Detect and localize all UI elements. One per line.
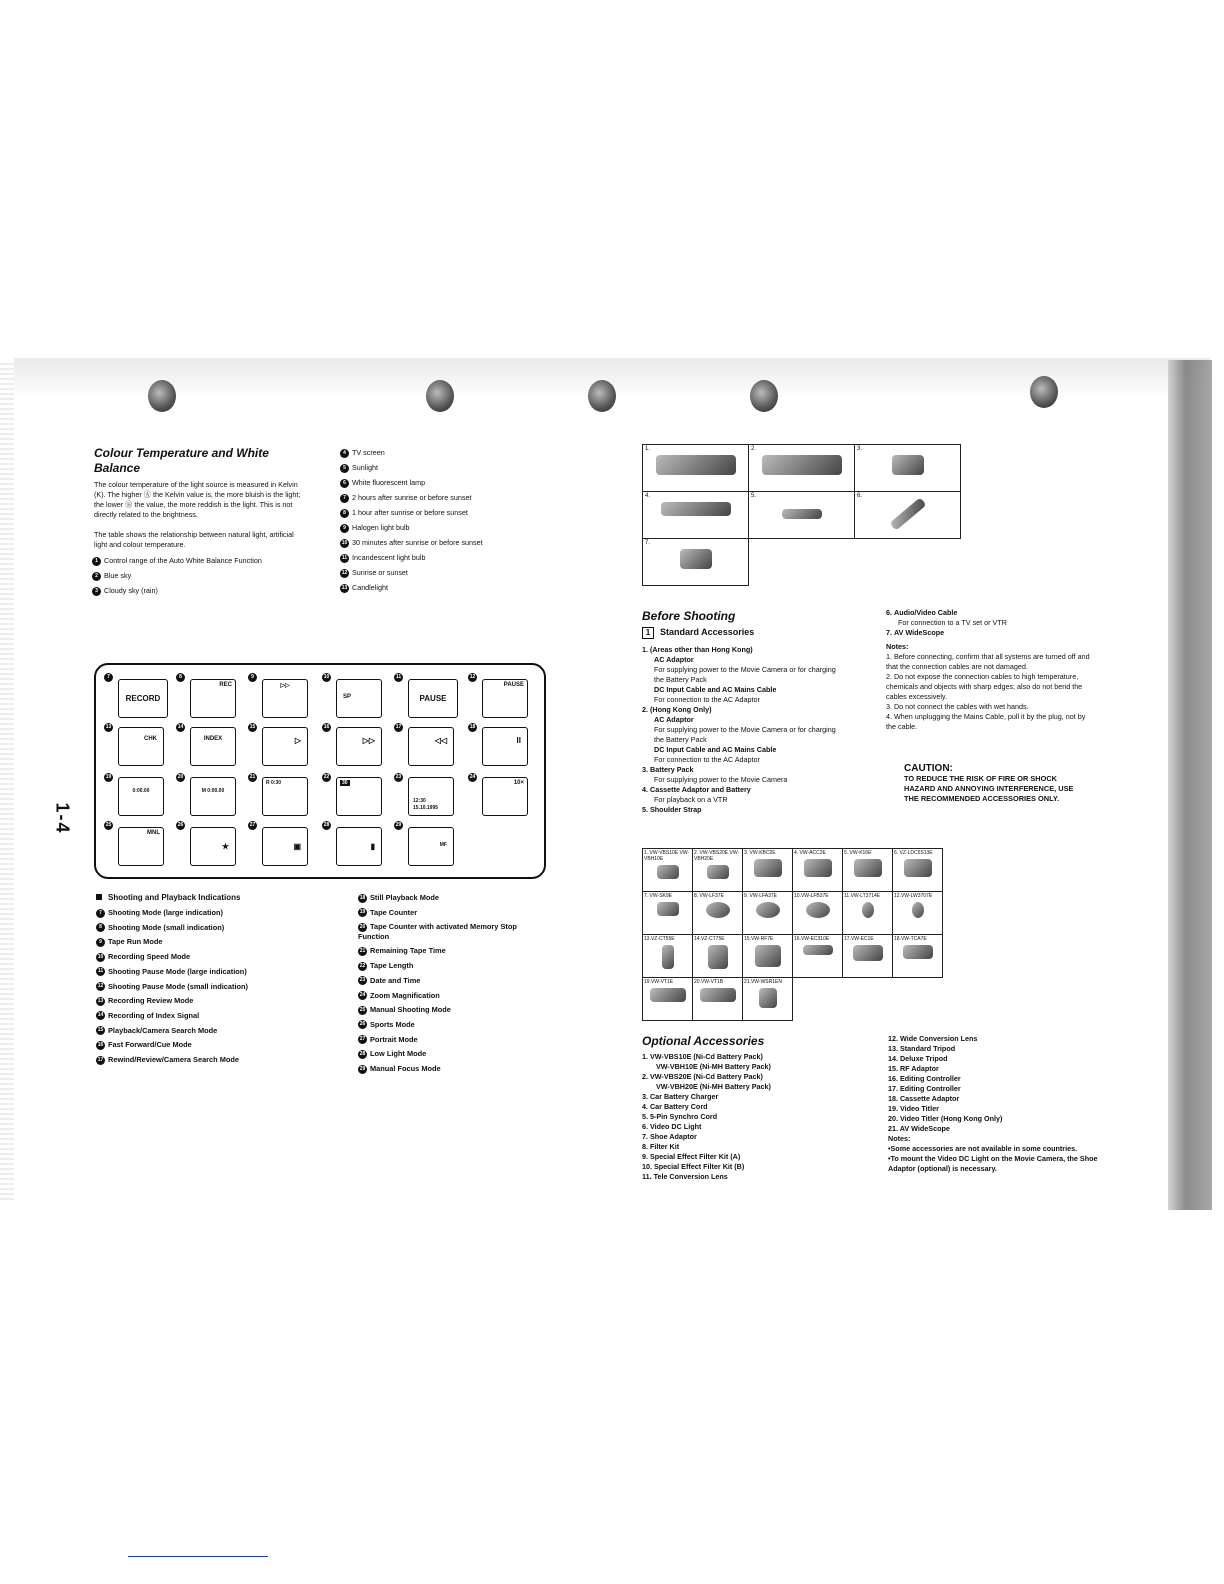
list-item: 16. Editing Controller	[888, 1074, 961, 1083]
standard-accessories-list-right: 6. Audio/Video Cable For connection to a TV set or VTR 7. AV WideScope Notes: 1. Before connecting, confirm that all systems are turned off and that the connection cables are not damaged. 2. Do not expose the connection cables to high temperature, chemicals and objects with sharp edges; also do not bend the cables excessively. 3. Do not connect the cables with wet hands. 4. When unplugging the Mains Cable, pull it by the plug, not by the cable.	[886, 608, 1096, 732]
list-item: 9. Special Effect Filter Kit (A)	[642, 1152, 741, 1161]
accessory-cell: 21.VW-WSR1EN	[743, 978, 793, 1021]
colour-temp-body2: The table shows the relationship between natural light, artificial light and colour temperature.	[94, 530, 294, 549]
list-item: 23 Date and Time	[359, 975, 421, 985]
list-item: 21 Remaining Tape Time	[359, 946, 446, 956]
list-item: 29 Manual Focus Mode	[359, 1064, 441, 1074]
list-item: 24 Zoom Magnification	[359, 990, 440, 1000]
accessory-cell: 4.	[643, 492, 749, 539]
accessory-cell: 2.	[749, 445, 855, 492]
note-item: 4. When unplugging the Mains Cable, pull it by the plug, not by the cable.	[886, 712, 1086, 731]
binder-hole	[1030, 376, 1058, 408]
accessory-cell: 16.VW-EC310E	[793, 935, 843, 978]
list-item: 12 Shooting Pause Mode (small indication)	[97, 981, 249, 991]
before-shooting-title: Before Shooting	[642, 609, 736, 623]
list-item: 4. Car Battery Cord	[642, 1102, 708, 1111]
list-item: 13. Standard Tripod	[888, 1044, 956, 1053]
callout-number: 27	[249, 822, 256, 828]
list-item: 2. (Hong Kong Only)	[642, 705, 712, 714]
list-item: 9 Tape Run Mode	[96, 935, 346, 950]
list-item: 5 Sunlight	[340, 460, 560, 475]
colour-temp-title: Colour Temperature and White Balance	[94, 446, 269, 475]
callout-number: 29	[395, 822, 402, 828]
accessory-cell: 2. VW-VBS20E VW-VBH20E	[693, 849, 743, 892]
callout-number: 10	[323, 674, 330, 680]
display-zoom: 10×	[482, 777, 528, 816]
list-item: 3 Cloudy sky (rain)	[92, 583, 312, 598]
list-item: 7 Shooting Mode (large indication)	[96, 906, 346, 921]
colour-temp-list-right	[340, 445, 560, 595]
accessory-cell: 12.VW-LW3707E	[893, 892, 943, 935]
display-counter: 0:00.00	[118, 777, 164, 816]
list-item: 13 Recording Review Mode	[97, 996, 194, 1006]
callout-number: 9	[248, 673, 257, 682]
optional-accessories-list-right	[888, 1034, 1098, 1174]
standard-accessories-list: 1. (Areas other than Hong Kong) AC Adaptor For supplying power to the Movie Camera or for charging the Battery Pack DC Input Cable and AC Mains Cable For connection to the AC Adaptor 2. (Hong Kong Only) AC Adaptor For supplying power to the Movie Camera or for charging the Battery Pack DC Input Cable and AC Mains Cable For connection to the AC Adaptor 3. Battery Pack For supplying power to the Movie Camera 4. Cassette Adaptor and Battery For playback on a VTR 5. Shoulder Strap	[642, 645, 842, 815]
list-item: 8 1 hour after sunrise or before sunset	[340, 505, 560, 520]
standard-accessories-table	[642, 444, 961, 586]
optional-accessories-title: Optional Accessories	[642, 1034, 765, 1048]
display-sports: ★	[190, 827, 236, 866]
list-item: 19. Video Titler	[888, 1104, 939, 1113]
list-item: 11. Tele Conversion Lens	[642, 1172, 728, 1181]
list-item: 3. Car Battery Charger	[642, 1092, 719, 1101]
note-item: 1. Before connecting, confirm that all systems are turned off and that the connection cables are not damaged.	[886, 652, 1090, 671]
callout-number: 15	[249, 724, 256, 730]
display-low-light: ▮	[336, 827, 382, 866]
display-ff: ▷▷	[336, 727, 382, 766]
binder-hole	[588, 380, 616, 412]
list-item: 12 Sunrise or sunset	[341, 568, 408, 577]
notes-title: Notes:	[888, 1134, 911, 1143]
list-item: 7. AV WideScope	[886, 628, 945, 637]
callout-number: 13	[105, 724, 112, 730]
list-item: 18 Still Playback Mode	[359, 893, 440, 902]
optional-accessories-list-left	[642, 1052, 872, 1182]
list-item: 10 30 minutes after sunrise or before sunset	[341, 538, 483, 547]
list-item: 9 Halogen light bulb	[340, 520, 560, 535]
accessory-cell: 20.VW-VT1B	[693, 978, 743, 1021]
note-item: •Some accessories are not available in some countries.	[888, 1144, 1078, 1153]
accessory-cell: 4. VW-ACC2E	[793, 849, 843, 892]
callout-number: 17	[395, 724, 402, 730]
accessory-cell: 18.VW-TCA7E	[893, 935, 943, 978]
callout-number: 12	[469, 674, 476, 680]
underline-link[interactable]	[128, 1556, 268, 1557]
callout-number: 14	[177, 724, 184, 730]
accessory-cell: 13.VZ-CT55E	[643, 935, 693, 978]
list-item: 14 Recording of Index Signal	[97, 1010, 200, 1020]
callout-number: 28	[323, 822, 330, 828]
list-item: 1 Control range of the Auto White Balance Function	[92, 553, 312, 568]
shooting-heading: Shooting and Playback Indications	[96, 891, 240, 906]
callout-number: 23	[395, 774, 402, 780]
accessory-cell: 9. VW-LFA37E	[743, 892, 793, 935]
list-item: 10 Recording Speed Mode	[97, 952, 191, 962]
accessory-cell: 19.VW-VT1E	[643, 978, 693, 1021]
display-index: INDEX	[190, 727, 236, 766]
list-item: 2 Blue sky	[92, 568, 312, 583]
list-item: 4. Cassette Adaptor and Battery	[642, 785, 751, 794]
binder-hole	[148, 380, 176, 412]
list-item: 4 TV screen	[340, 445, 560, 460]
list-item: 6. Audio/Video Cable	[886, 608, 958, 617]
display-speed: SP	[336, 679, 382, 718]
accessory-cell: 7.	[643, 539, 749, 586]
list-item: 19 Tape Counter	[359, 907, 418, 917]
accessory-cell: 15.VW-RF7E	[743, 935, 793, 978]
callout-number: 11	[395, 674, 402, 680]
accessory-cell: 8. VW-LF37E	[693, 892, 743, 935]
list-item: 11 Incandescent light bulb	[341, 553, 426, 562]
note-item: 3. Do not connect the cables with wet hands.	[886, 702, 1029, 711]
note-item: •To mount the Video DC Light on the Movie Camera, the Shoe Adaptor (optional) is necessary.	[888, 1154, 1098, 1173]
accessory-cell: 17.VW-EC1E	[843, 935, 893, 978]
list-item: 1. VW-VBS10E (Ni-Cd Battery Pack)	[642, 1052, 763, 1061]
accessory-cell: 3. VW-KBC2E	[743, 849, 793, 892]
list-item: 25 Manual Shooting Mode	[359, 1005, 451, 1015]
list-item: 8 Shooting Mode (small indication)	[96, 921, 346, 936]
display-record: RECORD	[118, 679, 168, 718]
callout-number: 22	[323, 774, 330, 780]
page-label: 1-4	[52, 802, 73, 835]
callout-number: 19	[105, 774, 112, 780]
display-portrait: ▣	[262, 827, 308, 866]
accessory-cell: 5. VW-K16E	[843, 849, 893, 892]
callout-number: 16	[323, 724, 330, 730]
list-item: 2. VW-VBS20E (Ni-Cd Battery Pack)	[642, 1072, 763, 1081]
note-item: 2. Do not expose the connection cables to high temperature, chemicals and objects with sharp edges; also do not bend the cables excessively.	[886, 672, 1083, 701]
accessory-cell: 14.VZ-CT75E	[693, 935, 743, 978]
colour-temp-list-left	[92, 553, 312, 598]
list-item: 20 Tape Counter with activated Memory Stop Function	[358, 922, 517, 942]
accessory-cell: 10.VW-LFB37E	[793, 892, 843, 935]
display-manual: MNL	[118, 827, 164, 866]
list-item: 14. Deluxe Tripod	[888, 1054, 948, 1063]
accessory-cell: 7. VW-SK9E	[643, 892, 693, 935]
list-item: 6. Video DC Light	[642, 1122, 702, 1131]
caution-text: TO REDUCE THE RISK OF FIRE OR SHOCK HAZARD AND ANNOYING INTERFERENCE, USE THE RECOMMENDED ACCESSORIES ONLY.	[904, 774, 1074, 803]
accessory-cell: 1.	[643, 445, 749, 492]
accessory-cell: 6.	[855, 492, 961, 539]
list-item: 16 Fast Forward/Cue Mode	[97, 1040, 192, 1050]
list-item: 18. Cassette Adaptor	[888, 1094, 960, 1103]
right-page-edge	[1168, 360, 1212, 1210]
indication-panel	[94, 663, 546, 879]
accessory-cell: 11.VW-LT3714E	[843, 892, 893, 935]
accessory-cell: 6. VZ-LDC5S13E	[893, 849, 943, 892]
display-pause-large: PAUSE	[408, 679, 458, 718]
callout-number: 24	[469, 774, 476, 780]
standard-accessories-heading: 1 Standard Accessories	[642, 627, 754, 639]
display-date-time: 12:30 15.10.1995	[408, 777, 454, 816]
callout-number: 8	[176, 673, 185, 682]
list-item: 15. RF Adaptor	[888, 1064, 939, 1073]
caution-title: CAUTION:	[904, 763, 953, 774]
list-item: VW-VBH10E (Ni-MH Battery Pack)	[656, 1062, 771, 1071]
display-still: II	[482, 727, 528, 766]
list-item: 5. Shoulder Strap	[642, 805, 702, 814]
display-tape-length: 30	[336, 777, 382, 816]
display-memory-counter: M 0:00.00	[190, 777, 236, 816]
list-item: 8. Filter Kit	[642, 1142, 680, 1151]
accessory-cell: 5.	[749, 492, 855, 539]
callout-number: 25	[105, 822, 112, 828]
display-mf: MF	[408, 827, 454, 866]
list-item: 1. (Areas other than Hong Kong)	[642, 645, 753, 654]
list-item: 17 Rewind/Review/Camera Search Mode	[97, 1055, 240, 1065]
display-pause-small: PAUSE	[482, 679, 528, 718]
binder-hole	[750, 380, 778, 412]
list-item: 6 White fluorescent lamp	[340, 475, 560, 490]
callout-number: 18	[469, 724, 476, 730]
list-item: 15 Playback/Camera Search Mode	[97, 1025, 218, 1035]
callout-number: 26	[177, 822, 184, 828]
list-item: 21. AV WideScope	[888, 1124, 950, 1133]
accessory-cell: 3.	[855, 445, 961, 492]
display-tape-run: ▷▷	[262, 679, 308, 718]
display-rew: ◁◁	[408, 727, 454, 766]
display-play: ▷	[262, 727, 308, 766]
list-item: 5. 5-Pin Synchro Cord	[642, 1112, 718, 1121]
callout-number: 21	[249, 774, 256, 780]
binder-hole	[426, 380, 454, 412]
display-rec-small: REC	[190, 679, 236, 718]
callout-number: 7	[104, 673, 113, 682]
list-item: 28 Low Light Mode	[359, 1049, 427, 1059]
colour-temp-body: The colour temperature of the light source is measured in Kelvin (K). The higher Ⓐ the Kelvin value is, the more bluish is the light; the lower Ⓑ the value, the more reddish is the light. This is not directly related to the brightness.	[94, 480, 301, 519]
list-item: 7. Shoe Adaptor	[642, 1132, 697, 1141]
list-item: VW-VBH20E (Ni-MH Battery Pack)	[656, 1082, 771, 1091]
list-item: 3. Battery Pack	[642, 765, 694, 774]
list-item: 7 2 hours after sunrise or before sunset	[340, 490, 560, 505]
accessory-cell: 1. VW-VBS10E VW-VBH10E	[643, 849, 693, 892]
callout-number: 20	[177, 774, 184, 780]
list-item: 12. Wide Conversion Lens	[888, 1034, 978, 1043]
list-item: 17. Editing Controller	[888, 1084, 961, 1093]
shooting-list-right	[358, 891, 548, 1077]
list-item: 13 Candlelight	[341, 583, 388, 592]
list-item: 22 Tape Length	[359, 961, 414, 971]
list-item: 20. Video Titler (Hong Kong Only)	[888, 1114, 1003, 1123]
optional-accessories-table	[642, 848, 943, 1021]
list-item: 27 Portrait Mode	[359, 1034, 418, 1044]
shooting-list-left	[96, 906, 346, 1068]
list-item: 11 Shooting Pause Mode (large indication)	[97, 966, 247, 976]
list-item: 10. Special Effect Filter Kit (B)	[642, 1162, 745, 1171]
list-item: 26 Sports Mode	[359, 1019, 415, 1029]
display-chk: CHK	[118, 727, 164, 766]
display-remaining: R 0:30	[262, 777, 308, 816]
